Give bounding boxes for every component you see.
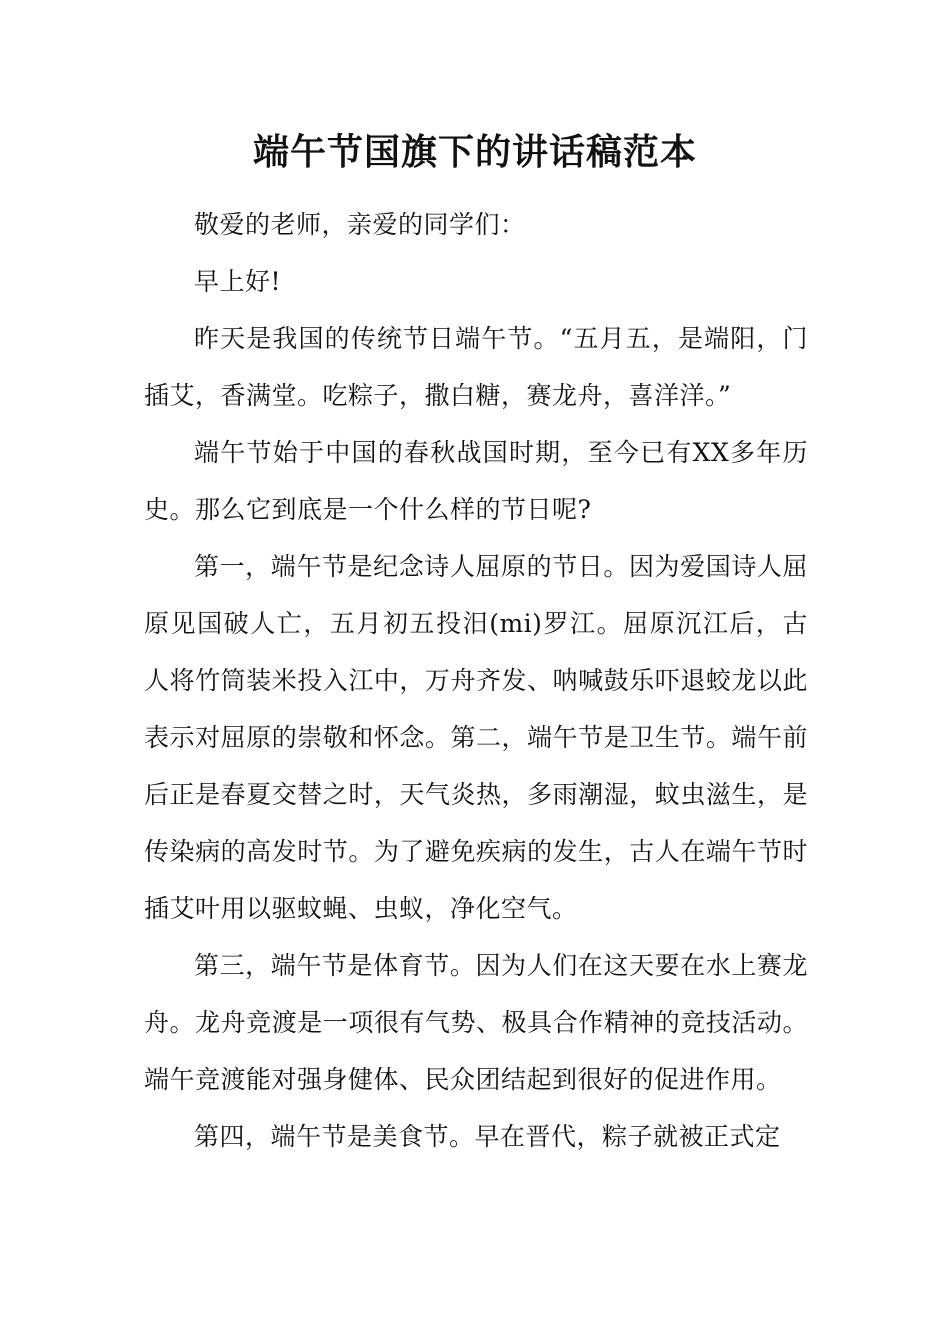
paragraph-greeting: 敬爱的老师，亲爱的同学们：	[194, 210, 526, 239]
paragraph-festival-intro: 昨天是我国的传统节日端午节。“五月五，是端阳，门插艾，香满堂。吃粽子，撒白糖，赛龙舟，喜洋洋。”	[144, 324, 808, 410]
paragraph-first-second: 第一，端午节是纪念诗人屈原的节日。因为爱国诗人屈原见国破人亡，五月初五投汨(mi)罗江。屈原沉江后，古人将竹筒装米投入江中，万舟齐发、呐喊鼓乐吓退蛟龙以此表示对屈原的崇敬和怀念。第二，端午节是卫生节。端午前后正是春夏交替之时，天气炎热，多雨潮湿，蚊虫滋生，是传染病的高发时节。为了避免疾病的发生，古人在端午节时插艾叶用以驱蚊蝇、虫蚁，净化空气。	[144, 552, 808, 923]
page-title: 端午节国旗下的讲话稿范本	[252, 131, 697, 173]
paragraph-good-morning: 早上好!	[194, 267, 282, 296]
paragraph-history: 端午节始于中国的春秋战国时期，至今已有XX多年历史。那么它到底是一个什么样的节日呢?	[144, 438, 808, 524]
document-body	[144, 196, 808, 1165]
paragraph-third: 第三，端午节是体育节。因为人们在这天要在水上赛龙舟。龙舟竞渡是一项很有气势、极具合作精神的竞技活动。端午竞渡能对强身健体、民众团结起到很好的促进作用。	[144, 951, 808, 1094]
paragraph-fourth: 第四，端午节是美食节。早在晋代，粽子就被正式定	[194, 1122, 781, 1151]
